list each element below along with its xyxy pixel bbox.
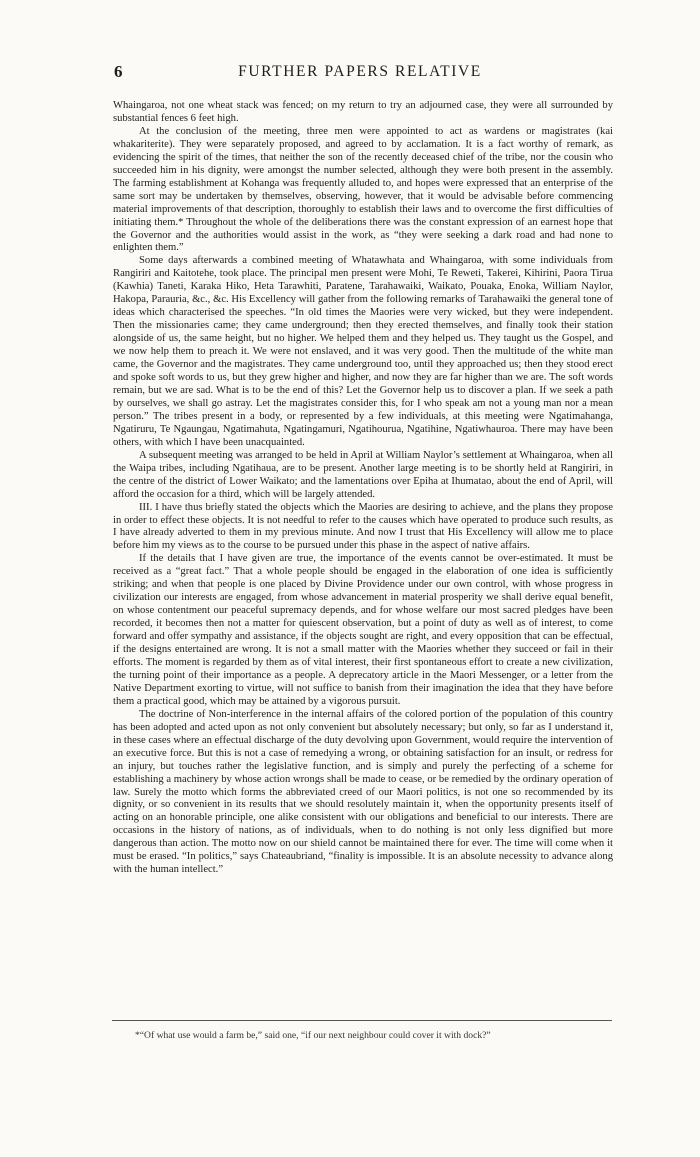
running-title: FURTHER PAPERS RELATIVE (238, 63, 482, 80)
footnote: *“Of what use would a farm be,” said one, “if our next neighbour could cover it with dock?” (135, 1030, 491, 1041)
paragraph-3: Some days afterwards a combined meeting of Whatawhata and Whaingaroa, with some individuals from Rangiriri and Kaitotehe, took place. The principal men present were Mohi, Te Reweti, Takerei, Kihirini, Paora Tirua (Kawhia) Taneti, Karaka Hiko, Heta Tarawhiti, Paratene, Tarahawaiki, Waikato, Pouaka, Enoka, William Naylor, Hakopa, Parauria, &c., &c. His Excellency will gather from the following remarks of Tarahawaiki the general tone of ideas which characterised the speeches. “In old times the Maories were very wicked, but they were independent. Then the missionaries came; they came underground; then they erected themselves, and finally took their station alongside of us, the same height, but no higher. We helped them and they helped us. They taught us the Gospel, and we now help them to preach it. We were not enslaved, and it was very good. Then the multitude of the white man came, the Governor and the magistrates. They came underground too, until they approached us; then they stood erect and spoke soft words to us, but they grew higher and higher, and now they are far higher than we are. The soft words remain, but we are sad. What is to be the end of this? Let the Governor help us to discover a plan. If we seek a path by ourselves, we shall go astray. Let the magistrates consider this, for I who speak am not a young man nor a mean person.” The tribes present in a body, or represented by a few individuals, at this meeting were Ngatimahanga, Ngatiruru, Te Ngaungau, Ngatimahuta, Ngatingamuri, Ngatihourua, Ngatihine, Ngatiwhauroa. There may have been others, with which I have been unacquainted. (113, 255, 613, 448)
page-number: 6 (114, 62, 123, 81)
paragraph-4: A subsequent meeting was arranged to be held in April at William Naylor’s settlement at Whaingaroa, when all the Waipa tribes, including Ngatihaua, are to be present. Another large meeting is to be shortly held at Rangiriri, in the centre of the district of Lower Waikato; and the lamentations over Epiha at Ihumatao, about the end of April, will afford the occasion for a third, which will be largely attended. (113, 449, 613, 500)
paragraph-7: The doctrine of Non-interference in the internal affairs of the colored portion of the population of this country has been adopted and acted upon as not only convenient but absolutely necessary; but only, so far as I understand it, in these cases where an effectual discharge of the duty devolving upon Government, would require the intervention of an executive force. But this is not a case of remedying a wrong, or obtaining satisfaction for an insult, or redress for an injury, but touches rather the legislative function, and is simply and purely the perfecting of a scheme for establishing a machinery by whose action wrongs shall be made to cease, or be remedied by the ordinary operation of law. Surely the motto which forms the abbreviated creed of our Maori politics, is not one so recommended by its dignity, or so convenient in its results that we should resolutely maintain it, when the opportunity presents itself of acting on an honorable principle, one alike consistent with our obligations and beneficial to our interests. There are occasions in the history of nations, as of individuals, when to do nothing is not only less dignified but more dangerous than action. The motto now on our shield cannot be maintained there for ever. The time will come when it must be erased. “In politics,” says Chateaubriand, “finality is impossible. It is an absolute necessity to advance along with the human intellect.” (113, 708, 613, 876)
footnote-divider (112, 1020, 612, 1021)
paragraph-6: If the details that I have given are true, the importance of the events cannot be over-estimated. It must be received as a “great fact.” That a whole people should be engaged in the elaboration of one idea is sufficiently striking; and when that people is one placed by Divine Providence under our own control, with whose progress in civilization our interests are engaged, from whose advancement in material prosperity we shall derive equal benefit, on whose contentment our peaceful supremacy depends, and for whose welfare our most sacred pledges have been recorded, it becomes then not a matter for quiescent observation, but a point of duty as well as of interest, to come forward and offer sympathy and assistance, if the objects sought are right, and every opposition that can be effectual, if the designs entertained are wrong. It is not a small matter with the Maories whether they succeed or fail in their efforts. The moment is regarded by them as of vital interest, their first spontaneous effort to create a new civilization, the turning point of their importance as a people. A deprecatory article in the Maori Messenger, or a letter from the Native Department exorting to virtue, will not suffice to banish from their imagination the idea that they have before them a practical good, which may be attained by a vigorous pursuit. (113, 553, 613, 707)
paragraph-1: Whaingaroa, not one wheat stack was fenced; on my return to try an adjourned case, they were all surrounded by substantial fences 6 feet high. (113, 100, 613, 124)
paragraph-5: III. I have thus briefly stated the objects which the Maories are desiring to achieve, and the plans they propose in order to effect these objects. It is not needful to refer to the causes which have operated to produce such results, as I have already adverted to them in my previous minute. And now I trust that His Excellency will allow me to place before him my views as to the course to be pursued under this phase in the aspect of native affairs. (113, 501, 613, 552)
body-text (113, 100, 613, 877)
page-header (110, 62, 610, 84)
paragraph-2: At the conclusion of the meeting, three men were appointed to act as wardens or magistrates (kai whakariterite). They were separately proposed, and agreed to by acclamation. It is a fact worthy of remark, as evidencing the spirit of the times, that neither the son of the recently deceased chief of the tribe, nor the cousin who succeeded him in his dignity, were amongst the number selected, although they were both present in the assembly. The farming establishment at Kohanga was frequently alluded to, and hopes were expressed that an enterprise of the same sort may be undertaken by themselves, observing, however, that it would be advisable before commencing material improvements of that description, thoroughly to establish their laws and to overcome the first difficulties of initiating them.* Throughout the whole of the deliberations there was the constant expression of an earnest hope that the Governor and the authorities would assist in the work, as “they were seeking a dark road and had none to enlighten them.” (113, 125, 613, 254)
